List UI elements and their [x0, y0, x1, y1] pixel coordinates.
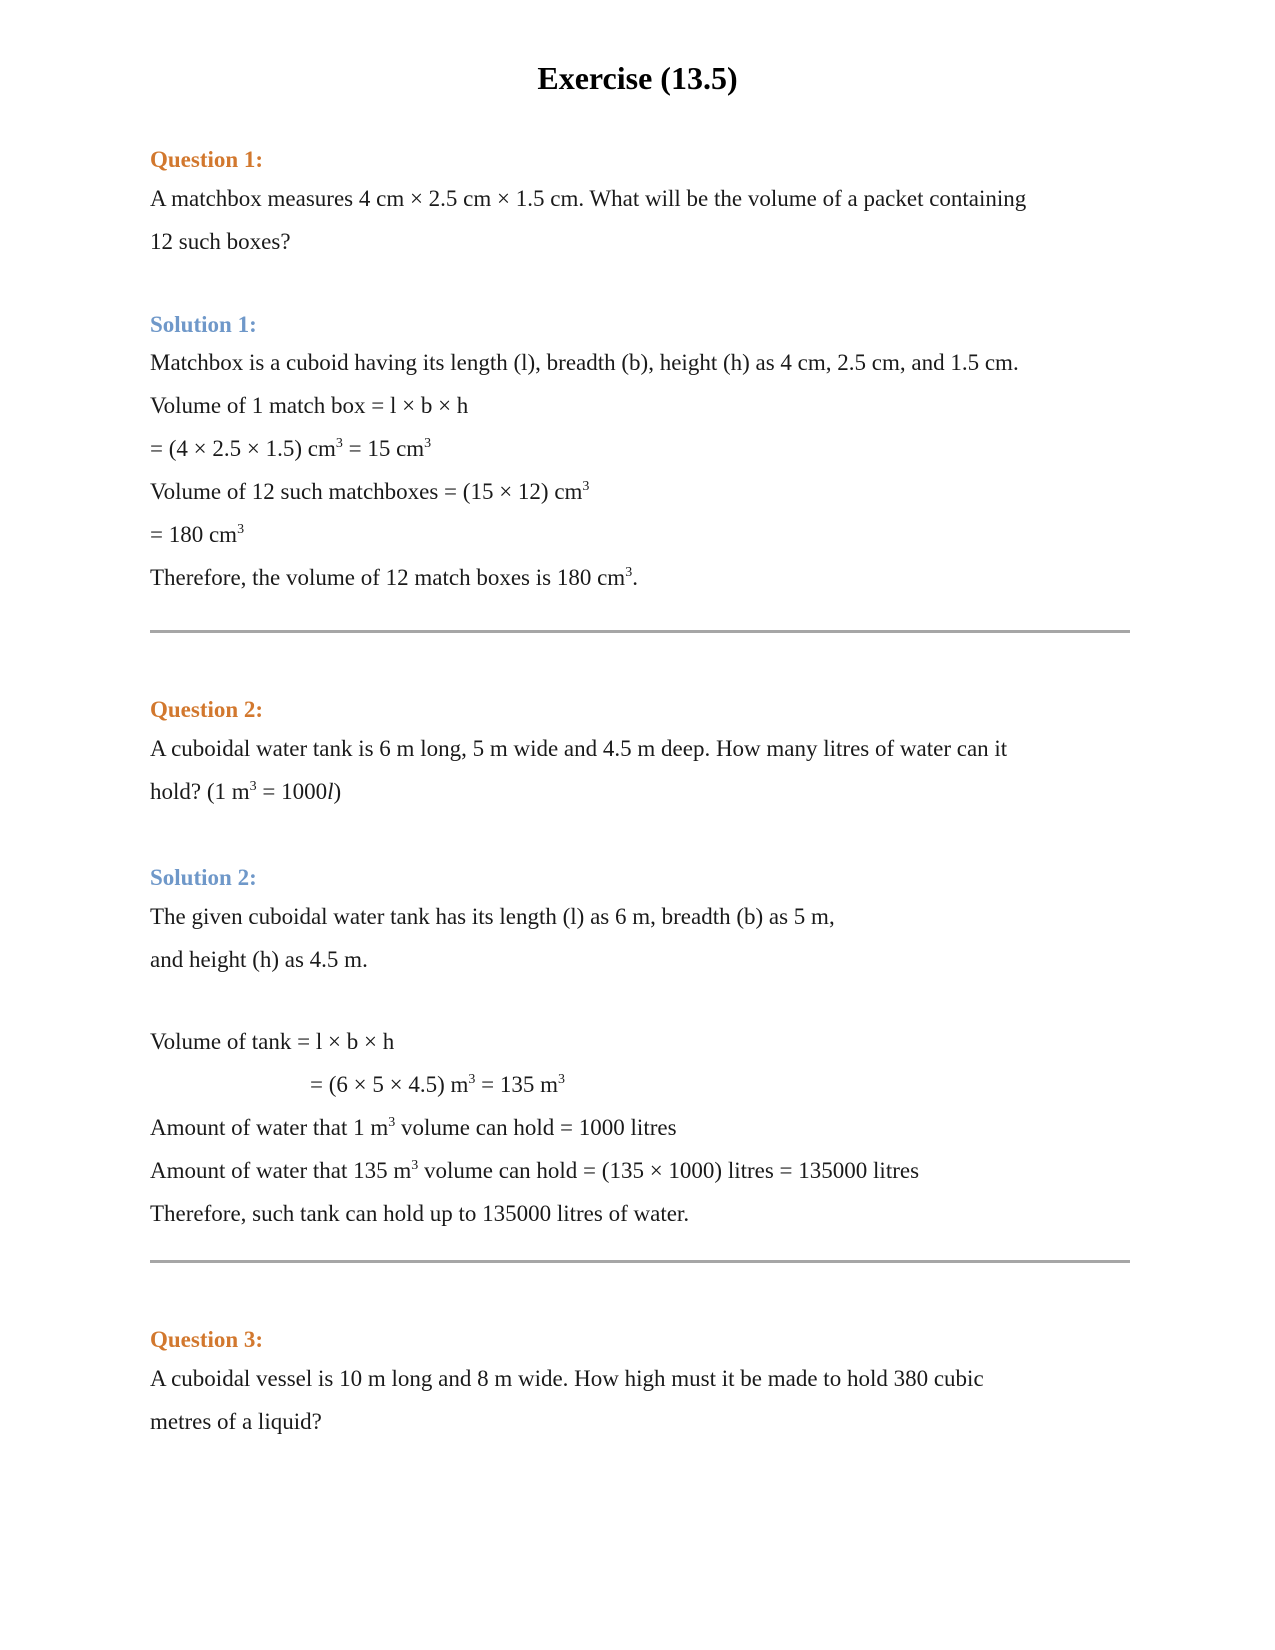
solution-2-heading: Solution 2:	[150, 865, 257, 890]
solution-1-line-1: Matchbox is a cuboid having its length (l), breadth (b), height (h) as 4 cm, 2.5 cm, and 1.5 cm.	[150, 350, 1019, 375]
question-3-line-1: A cuboidal vessel is 10 m long and 8 m wide. How high must it be made to hold 380 cubic	[150, 1366, 984, 1391]
solution-2-line-1: The given cuboidal water tank has its length (l) as 6 m, breadth (b) as 5 m,	[150, 904, 835, 929]
solution-2-line-4: = (6 × 5 × 4.5) $m^3 = 135$ $m^3$	[310, 1072, 565, 1097]
question-2-line-2: hold? (1 $m^3 = 1000l$)	[150, 779, 342, 804]
question-1	[150, 145, 1130, 175]
question-3	[150, 1325, 1130, 1355]
question-2-line-1: A cuboidal water tank is 6 m long, 5 m wide and 4.5 m deep. How many litres of water can it	[150, 736, 1008, 761]
solution-1-heading: Solution 1:	[150, 312, 257, 337]
question-1-line-2: 12 such boxes?	[150, 229, 291, 254]
question-2-text	[150, 727, 1130, 813]
solution-2-line-2: and height (h) as 4.5 m.	[150, 947, 368, 972]
solution-1-line-6: Therefore, the volume of 12 match boxes is 180 $cm^3$.	[150, 565, 638, 590]
solution-2	[150, 863, 1130, 893]
solution-1-line-4: Volume of 12 such matchboxes = (15 × 12) $cm^3$	[150, 479, 590, 504]
solution-2-line-3: Volume of tank = l × b × h	[150, 1029, 395, 1054]
question-3-text	[150, 1357, 1130, 1443]
solution-1-line-3: = (4 × 2.5 × 1.5) $cm^3 = 15$ $cm^3$	[150, 436, 432, 461]
solution-2-body-a	[150, 895, 1130, 981]
question-3-line-2: metres of a liquid?	[150, 1409, 322, 1434]
solution-1-line-2: Volume of 1 match box = l × b × h	[150, 393, 469, 418]
question-2	[150, 695, 1130, 725]
solution-1-body	[150, 341, 1130, 599]
solution-2-line-6: Amount of water that 135 $m^3$ volume can hold = (135 × 1000) litres = 135000 litres	[150, 1158, 920, 1183]
solution-1-line-5: = 180 $cm^3$	[150, 522, 245, 547]
question-1-text	[150, 177, 1130, 263]
question-2-heading: Question 2:	[150, 697, 264, 722]
solution-2-line-5: Amount of water that 1 $m^3$ volume can hold = 1000 litres	[150, 1115, 677, 1140]
solution-2-body-b	[150, 1020, 1130, 1235]
page-title: Exercise (13.5)	[537, 60, 738, 96]
section-divider-2	[150, 1260, 1130, 1263]
question-1-heading: Question 1:	[150, 147, 264, 172]
solution-2-line-7: Therefore, such tank can hold up to 135000 litres of water.	[150, 1201, 690, 1226]
solution-1	[150, 310, 1130, 340]
question-3-heading: Question 3:	[150, 1327, 264, 1352]
section-divider-1	[150, 630, 1130, 633]
question-1-line-1: A matchbox measures 4 cm × 2.5 cm × 1.5 cm. What will be the volume of a packet containing	[150, 186, 1027, 211]
